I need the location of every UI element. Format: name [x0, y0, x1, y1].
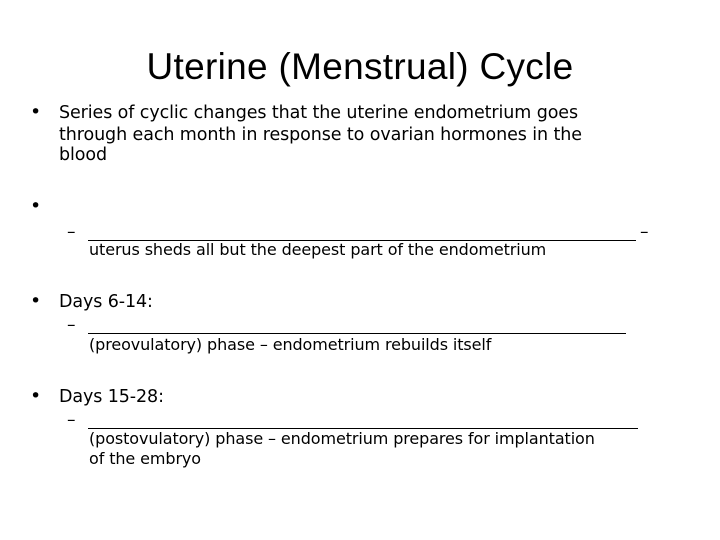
phase3-label: Days 15-28: — [59, 387, 164, 407]
intro-line-2: through each month in response to ovarian hormones in the — [59, 125, 582, 145]
dash-marker: – — [67, 410, 76, 430]
intro-line-3: blood — [59, 145, 107, 165]
phase3-description-line-1: (postovulatory) phase – endometrium prepares for implantation — [89, 429, 595, 448]
phase3-description-line-2: of the embryo — [89, 449, 201, 468]
trailing-dash: – — [640, 222, 649, 242]
phase2-label: Days 6-14: — [59, 292, 153, 312]
bullet-marker: • — [30, 101, 42, 123]
dash-marker: – — [67, 315, 76, 335]
phase2-description: (preovulatory) phase – endometrium rebuilds itself — [89, 335, 492, 354]
fill-in-blank-line — [88, 333, 626, 334]
dash-marker: – — [67, 222, 76, 242]
bullet-marker: • — [30, 195, 42, 217]
bullet-marker: • — [30, 385, 42, 407]
phase1-description: uterus sheds all but the deepest part of the endometrium — [89, 240, 547, 259]
slide-title: Uterine (Menstrual) Cycle — [146, 46, 574, 87]
bullet-marker: • — [30, 290, 42, 312]
intro-line-1: Series of cyclic changes that the uterine endometrium goes — [59, 103, 578, 123]
